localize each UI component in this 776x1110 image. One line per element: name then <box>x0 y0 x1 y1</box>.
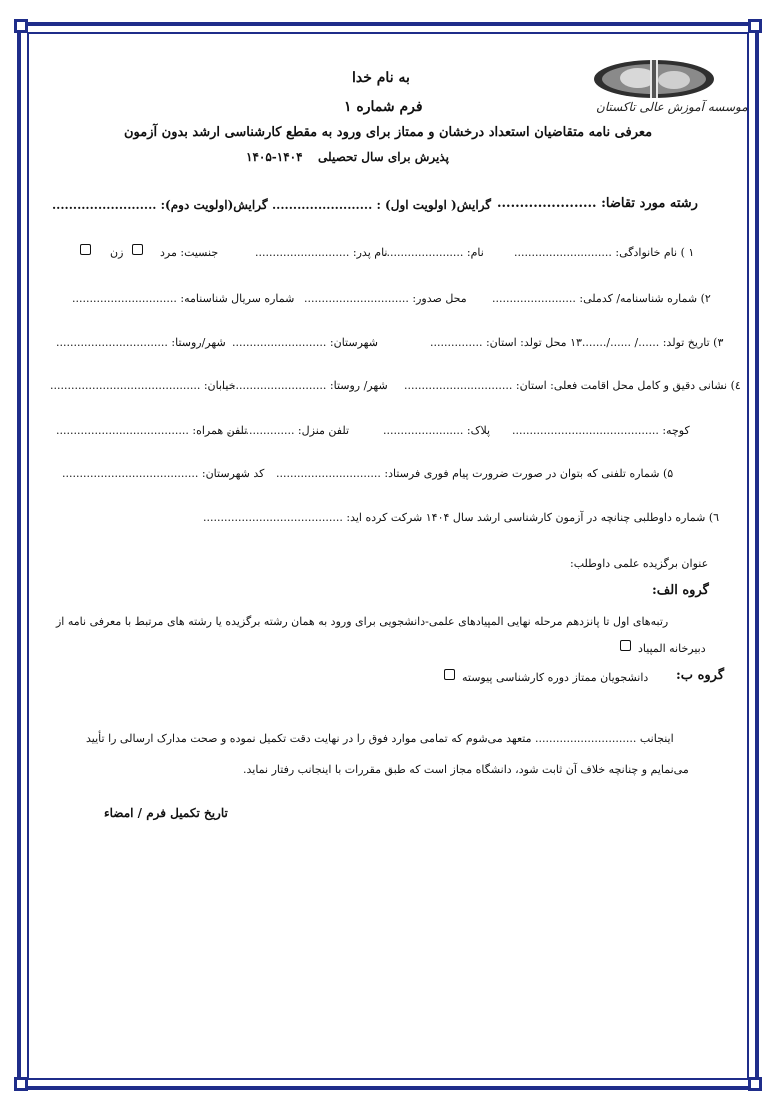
group-a-description: رتبه‌های اول تا پانزدهم مرحله نهایی المپیادهای علمی-دانشجویی برای ورود به همان رشته برگزیده یا رشته های مرتبط با معرفی نامه از <box>56 615 669 628</box>
group-a-checkbox[interactable] <box>620 640 631 651</box>
group-a-heading: گروه الف: <box>652 583 709 598</box>
group-b-heading: گروه ب: <box>676 668 725 683</box>
institute-name: موسسه آموزش عالی تاکستان <box>596 100 748 114</box>
exam-participation-field: ٦) شماره داوطلبی چنانچه در آزمون کارشناسی ارشد سال ۱۴۰۴ شرکت کرده اید: ........................................ <box>203 511 720 524</box>
declaration-line-2: می‌نمایم و چنانچه خلاف آن ثابت شود، دانشگاه مجاز است که طبق مقررات با اینجانب رفتار نماید. <box>243 763 689 776</box>
mobile-phone-field: تلفن همراه: ...................................... <box>56 424 248 437</box>
address-city-field: شهر/ روستا: ............................... <box>218 379 388 392</box>
address-street-field: خیابان: ........................................... <box>50 379 236 392</box>
home-phone-field: تلفن منزل: ................... <box>228 424 350 437</box>
gender-label: جنسیت: مرد <box>160 246 219 259</box>
admission-label: پذیرش برای سال تحصیلی <box>318 150 449 164</box>
page-border-inner <box>27 32 749 1080</box>
institute-logo <box>592 58 716 100</box>
id-number-field: ۲) شماره شناسنامه/ کدملی: ........................ <box>492 292 711 305</box>
field-label: رشته مورد تقاضا: ...................... <box>497 196 698 211</box>
female-checkbox[interactable] <box>80 244 91 255</box>
city-code-field: کد شهرستان: ....................................... <box>62 467 265 480</box>
corner-ornament <box>748 1077 762 1091</box>
declaration-line-1: اینجانب ............................. متعهد می‌شوم که تمامی موارد فوق را در نهایت دقت تکمیل نموده و صحت مدارک ارسالی را تأیید <box>86 732 674 745</box>
female-label: زن <box>110 246 124 259</box>
orientation-second: گرایش(اولویت دوم): ......................... <box>52 198 268 212</box>
address-province-field: ٤) نشانی دقیق و کامل محل اقامت فعلی: استان: ............................... <box>404 379 741 392</box>
male-checkbox[interactable] <box>132 244 143 255</box>
form-title: معرفی نامه متقاضیان استعداد درخشان و ممتاز برای ورود به مقطع کارشناسی ارشد بدون آزمون <box>124 125 653 140</box>
group-a-olympiad: دبیرخانه المپیاد <box>638 642 706 655</box>
plate-field: پلاک: ....................... <box>383 424 491 437</box>
surname-field: ۱ ) نام خانوادگی: ............................ <box>514 246 695 259</box>
birth-village-field: شهر/روستا: ................................ <box>56 336 226 349</box>
scientific-title-label: عنوان برگزیده علمی داوطلب: <box>570 557 709 570</box>
issue-place-field: محل صدور: .............................. <box>304 292 467 305</box>
academic-year: ۱۴۰۵-۱۴۰۴ <box>246 150 303 164</box>
urgent-phone-field: ۵) شماره تلفنی که بتوان در صورت ضرورت پیام فوری فرستاد: .............................. <box>276 467 674 480</box>
alley-field: کوچه: .......................................... <box>512 424 690 437</box>
corner-ornament <box>14 1077 28 1091</box>
name-field: نام: ....................... <box>383 246 484 259</box>
group-b-description: دانشجویان ممتاز دوره کارشناسی پیوسته <box>462 671 649 684</box>
orientation-first: گرایش( اولویت اول) : ........................ <box>272 198 492 212</box>
form-number: فرم شماره ۱ <box>344 99 423 115</box>
father-name-field: نام پدر: ........................... <box>255 246 388 259</box>
date-signature-label: تاریخ تکمیل فرم / امضاء <box>104 806 228 820</box>
id-serial-field: شماره سریال شناسنامه: .............................. <box>72 292 295 305</box>
group-b-checkbox[interactable] <box>444 669 455 680</box>
birth-city-field: شهرستان: ........................... <box>232 336 378 349</box>
corner-ornament <box>14 19 28 33</box>
bismillah: به نام خدا <box>352 70 410 86</box>
corner-ornament <box>748 19 762 33</box>
birth-date-field: ۳) تاریخ تولد: ....../ ....../.......۱۳ محل تولد: استان: ............... <box>430 336 724 349</box>
